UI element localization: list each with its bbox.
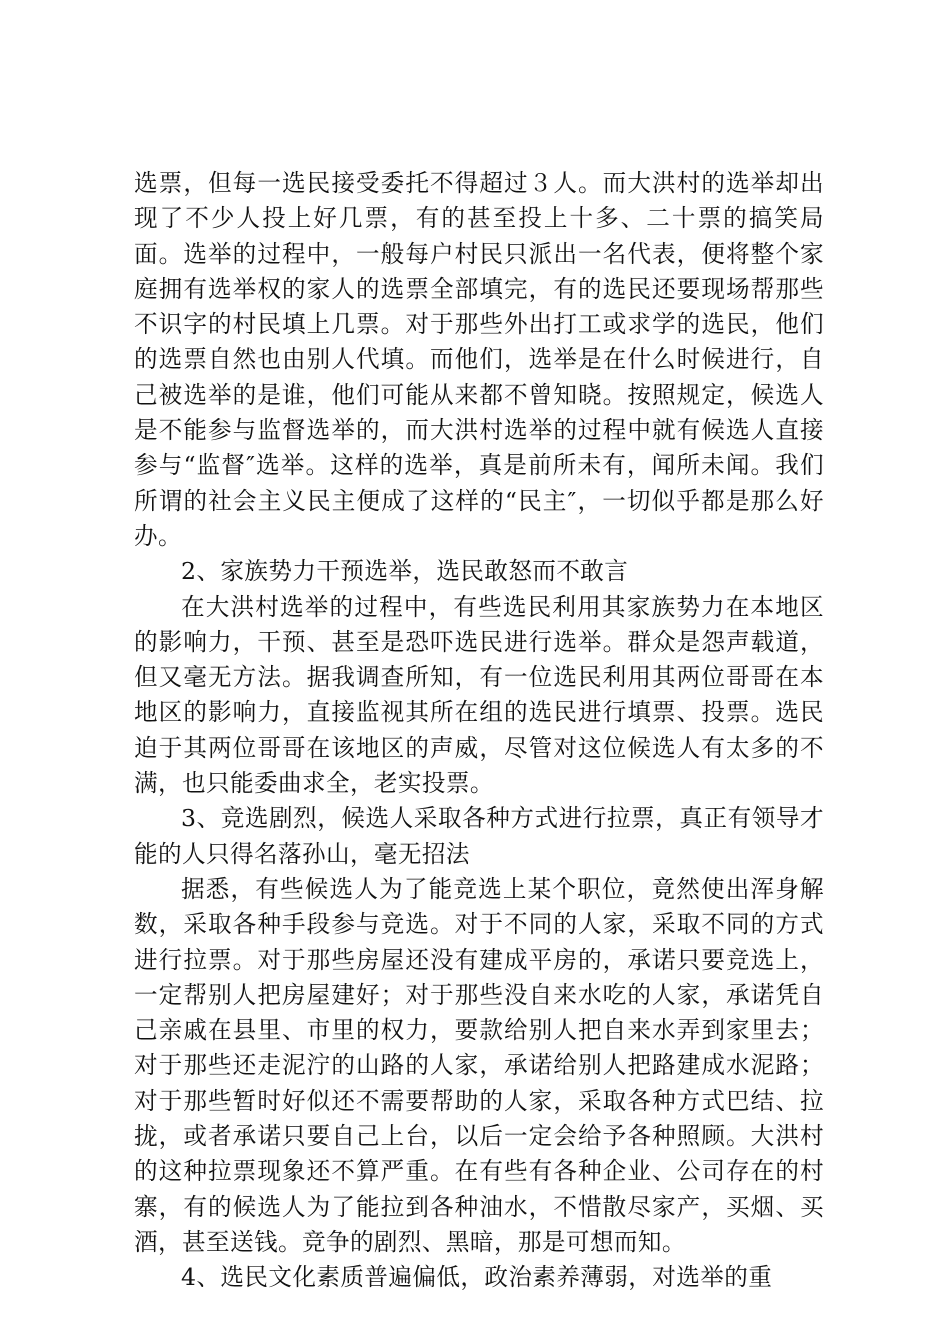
paragraph-continuation: 选票，但每一选民接受委托不得超过３人。而大洪村的选举却出现了不少人投上好几票，有的甚至投上十多、二十票的搞笑局面。选举的过程中，一般每户村民只派出一名代表，便将整个家庭拥有选举权的家人的选票全部填完，有的选民还要现场帮那些不识字的村民填上几票。对于那些外出打工或求学的选民，他们的选票自然也由别人代填。而他们，选举是在什么时候进行，自己被选举的是谁，他们可能从来都不曾知晓。按照规定，候选人是不能参与监督选举的，而大洪村选举的过程中就有候选人直接参与“监督″选举。这样的选举，真是前所未有，闻所未闻。我们所谓的社会主义民主便成了这样的“民主″，一切似乎都是那么好办。 — [134, 169, 824, 550]
section-heading-4: 4、选民文化素质普遍偏低，政治素养薄弱，对选举的重 — [181, 1263, 773, 1292]
document-body — [134, 166, 824, 1296]
section-heading-2: 2、家族势力干预选举，选民敢怒而不敢言 — [181, 557, 629, 586]
paragraph-canvassing: 据悉，有些候选人为了能竞选上某个职位，竟然使出浑身解数，采取各种手段参与竞选。对于不同的人家，采取不同的方式进行拉票。对于那些房屋还没有建成平房的，承诺只要竞选上，一定帮别人把房屋建好；对于那些没自来水吃的人家，承诺凭自己亲戚在县里、市里的权力，要款给别人把自来水弄到家里去；对于那些还走泥泞的山路的人家，承诺给别人把路建成水泥路；对于那些暂时好似还不需要帮助的人家，采取各种方式巴结、拉拢，或者承诺只要自己上台，以后一定会给予各种照顾。大洪村的这种拉票现象还不算严重。在有些有各种企业、公司存在的村寨，有的候选人为了能拉到各种油水，不惜散尽家产，买烟、买酒，甚至送钱。竞争的剧烈、黑暗，那是可想而知。 — [134, 874, 824, 1256]
paragraph-family-influence: 在大洪村选举的过程中，有些选民利用其家族势力在本地区的影响力，干预、甚至是恐吓选民进行选举。群众是怨声载道，但又毫无方法。据我调查所知，有一位选民利用其两位哥哥在本地区的影响力，直接监视其所在组的选民进行填票、投票。选民迫于其两位哥哥在该地区的声威，尽管对这位候选人有太多的不满，也只能委曲求全，老实投票。 — [134, 592, 824, 798]
section-heading-3: 3、竞选剧烈，候选人采取各种方式进行拉票，真正有领导才能的人只得名落孙山，毫无招法 — [134, 804, 824, 868]
